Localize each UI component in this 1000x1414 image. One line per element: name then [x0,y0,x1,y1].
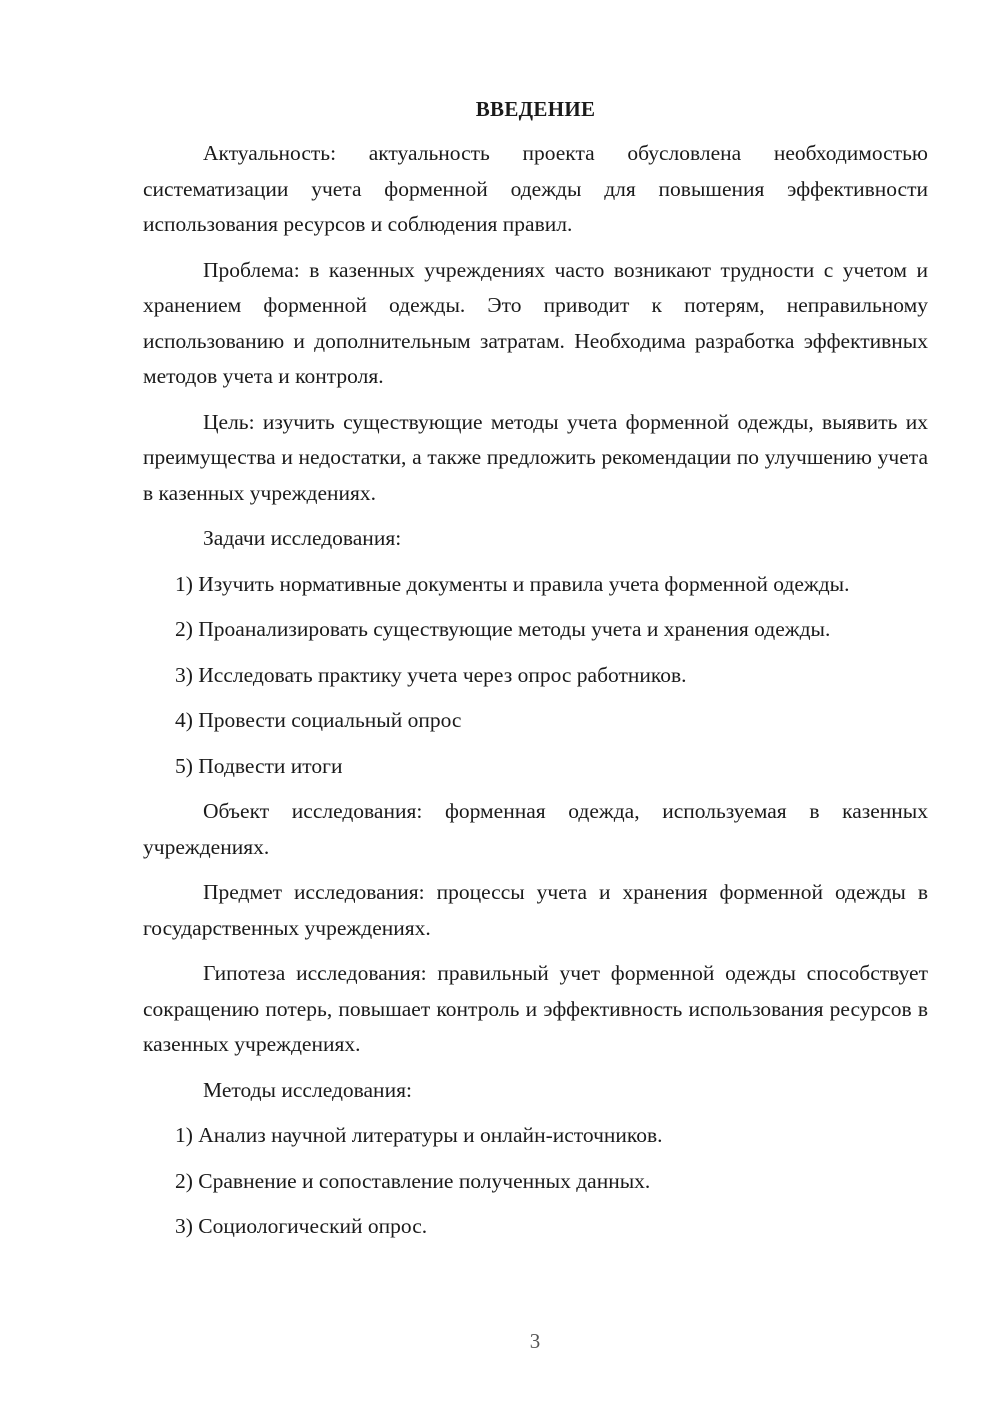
methods-heading: Методы исследования: [203,1077,412,1102]
task-item-5: 5) Подвести итоги [175,753,343,778]
task-item-2: 2) Проанализировать существующие методы учета и хранения одежды. [175,617,831,641]
method-item-1: 1) Анализ научной литературы и онлайн-источников. [175,1123,663,1147]
goal-paragraph: Цель: изучить существующие методы учета форменной одежды, выявить их преимущества и недостатки, а также предложить рекомендации по улучшению учета в казенных учреждениях. [143,409,928,505]
document-page [143,92,928,1255]
subject-paragraph: Предмет исследования: процессы учета и хранения форменной одежды в государственных учреждениях. [143,880,928,940]
hypothesis-paragraph: Гипотеза исследования: правильный учет форменной одежды способствует сокращению потерь, повышает контроль и эффективность использования ресурсов в казенных учреждениях. [143,961,928,1056]
page-title: ВВЕДЕНИЕ [475,97,596,121]
task-item-1: 1) Изучить нормативные документы и правила учета форменной одежды. [175,571,850,596]
relevance-paragraph: Актуальность: актуальность проекта обусловлена необходимостью систематизации учета форменной одежды для повышения эффективности использования ресурсов и соблюдения правил. [143,141,928,236]
task-item-4: 4) Провести социальный опрос [175,708,462,732]
tasks-heading: Задачи исследования: [203,526,402,550]
problem-paragraph: Проблема: в казенных учреждениях часто возникают трудности с учетом и хранением форменной одежды. Это приводит к потерям, неправильному использованию и дополнительным затратам. Необходима разработка эффективных методов учета и контроля. [143,257,928,388]
method-item-2: 2) Сравнение и сопоставление полученных данных. [175,1168,651,1193]
object-paragraph: Объект исследования: форменная одежда, используемая в казенных учреждениях. [143,799,928,859]
method-item-3: 3) Социологический опрос. [175,1214,428,1238]
page-number: 3 [529,1329,541,1353]
task-item-3: 3) Исследовать практику учета через опрос работников. [175,662,687,687]
